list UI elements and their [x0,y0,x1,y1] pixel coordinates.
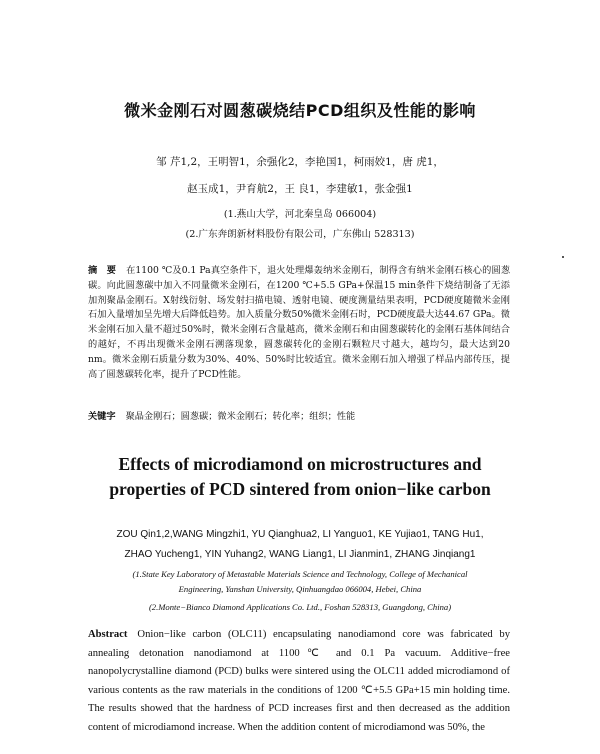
english-authors-line-1: ZOU Qin1,2,WANG Mingzhi1, YU Qianghua2, LI Yanguo1, KE Yujiao1, TANG Hu1, [116,529,484,540]
english-abstract-text: Onion−like carbon (OLC11) encapsulating nanodiamond core was fabricated by annealing detonation nanodiamond at 1100℃ and 0.1 Pa vacuum. Additive−free nanopolycrystalline diamond (PCD) bulks were sintered using the OLC11 added microdiamond of various contents as the raw materials in the conditions of 1200 ℃+5.5 GPa+15 min holding time. The results showed that the hardness of PCD increases first and then decreased as the addition content of microdiamond increase. When the addition content of microdiamond was 50%, the [88,629,510,733]
english-affiliation-2: (2.Monte−Bianco Diamond Applications Co. Ltd., Foshan 528313, Guangdong, China) [148,602,452,612]
english-affiliation-1-line-2: Engineering, Yanshan University, Qinhuangdao 066004, Hebei, China [178,584,422,594]
chinese-abstract-label: 摘 要 [88,265,117,276]
chinese-title: 微米金刚石对圆葱碳烧结PCD组织及性能的影响 [124,101,476,120]
english-title-line-1: Effects of microdiamond on microstructures and [118,454,482,474]
chinese-keywords-text: 聚晶金刚石；圆葱碳；微米金刚石；转化率；组织；性能 [125,411,356,422]
chinese-affiliation-1: (1.燕山大学，河北秦皇岛 066004) [223,209,377,220]
english-title-line-2: properties of PCD sintered from onion−like carbon [109,479,491,499]
chinese-authors-line-1: 邹 芹1,2，王明智1，余强化2，李艳国1，柯雨姣1，唐 虎1， [156,156,444,168]
scan-speck [562,256,564,258]
chinese-keywords [88,410,510,425]
english-abstract [88,626,510,738]
chinese-abstract-text: 在1100 ℃及0.1 Pa真空条件下，退火处理爆轰纳米金刚石，制得含有纳米金刚石核心的圆葱碳。向此圆葱碳中加入不同量微米金刚石，在1200 ℃+5.5 GPa+保温15 min条件下烧结制备了无添加剂聚晶金刚石。X射线衍射、场发射扫描电镜、透射电镜、硬度测量结果表明，PCD硬度随微米金刚石加入量增加呈先增大后降低趋势。加入质量分数50%微米金刚石时，PCD硬度最大达44.67 GPa。微米金刚石加入量不超过50%时，微米金刚石含量越高，微米金刚石和由圆葱碳转化的金刚石基体间结合的越好，不再出现微米金刚石溯落现象，圆葱碳转化的金刚石颗粒尺寸越大，越均匀，最大达到20 nm。微米金刚石质量分数为30%、40%、50%时比较适宜。微米金刚石加入增强了样品内部传压，提高了圆葱碳转化率，提升了PCD性能。 [88,265,511,380]
chinese-affiliation-2: (2.广东奔朗新材料股份有限公司，广东佛山 528313) [185,229,415,240]
english-abstract-label: Abstract [88,629,128,640]
chinese-authors-line-2: 赵玉成1，尹育航2，王 良1，李建敏1，张金强1 [187,183,413,195]
english-authors-line-2: ZHAO Yucheng1, YIN Yuhang2, WANG Liang1, LI Jianmin1, ZHANG Jinqiang1 [124,549,476,560]
english-affiliation-1-line-1: (1.State Key Laboratory of Metastable Materials Science and Technology, College of Mechanical [132,569,468,579]
chinese-abstract [88,264,510,382]
chinese-keywords-label: 关键字 [88,411,116,422]
